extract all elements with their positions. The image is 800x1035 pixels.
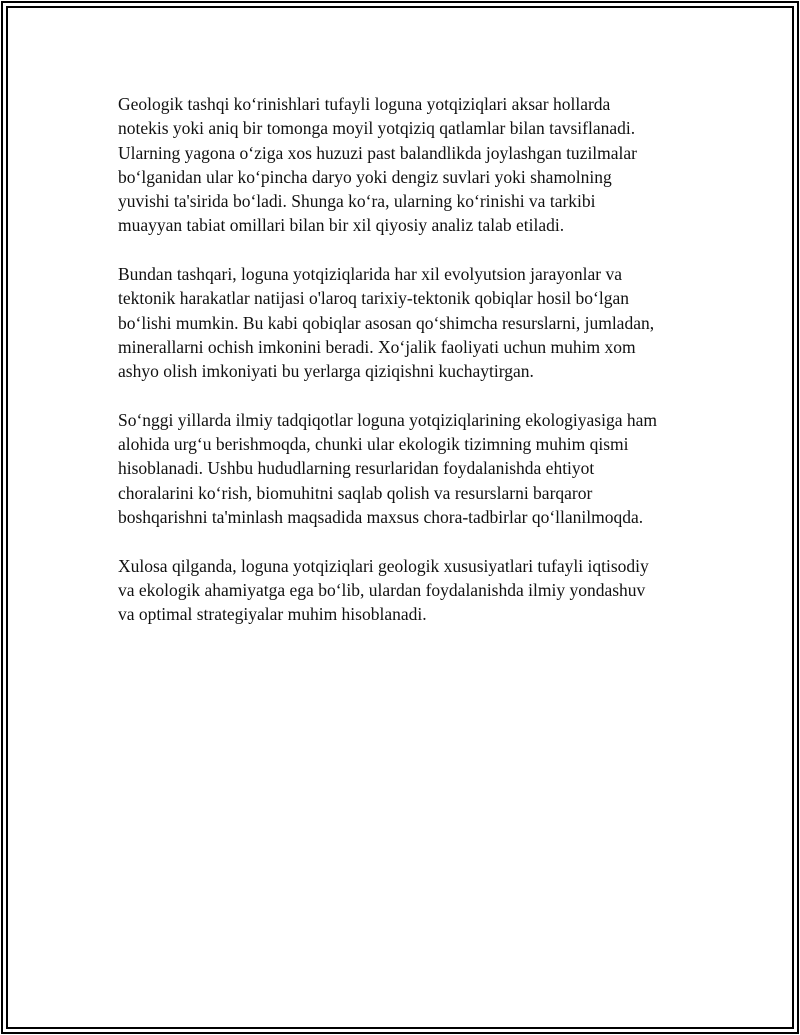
paragraph-line: boʻlishi mumkin. Bu kabi qobiqlar asosan qoʻshimcha resurslarni, jumladan, — [118, 312, 655, 333]
paragraph-line: Xulosa qilganda, loguna yotqiziqlari geologik xususiyatlari tufayli iqtisodiy — [118, 555, 649, 576]
paragraph-line: notekis yoki aniq bir tomonga moyil yotqiziq qatlamlar bilan tavsiflanadi. — [118, 118, 636, 139]
paragraph-4 — [118, 554, 698, 627]
paragraph-line: choralarini koʻrish, biomuhitni saqlab qolish va resurslarni barqaror — [118, 482, 593, 503]
paragraph-3 — [118, 408, 698, 529]
paragraph-line: yuvishi ta'sirida boʻladi. Shunga koʻra, ularning koʻrinishi va tarkibi — [118, 191, 596, 212]
paragraph-line: Geologik tashqi koʻrinishlari tufayli loguna yotqiziqlari aksar hollarda — [118, 94, 611, 114]
paragraph-line: Soʻnggi yillarda ilmiy tadqiqotlar loguna yotqiziqlarining ekologiyasiga ham — [118, 409, 657, 430]
paragraph-line: alohida urgʻu berishmoqda, chunki ular ekologik tizimning muhim qismi — [118, 434, 629, 455]
paragraph-line: va optimal strategiyalar muhim hisoblanadi. — [118, 604, 427, 625]
paragraph-line: Ularning yagona oʻziga xos huzuzi past balandlikda joylashgan tuzilmalar — [118, 142, 638, 163]
paragraph-line: ashyo olish imkoniyati bu yerlarga qiziqishni kuchaytirgan. — [118, 361, 534, 382]
paragraph-2 — [118, 262, 698, 383]
paragraph-line: tektonik harakatlar natijasi o'laroq tarixiy-tektonik qobiqlar hosil boʻlgan — [118, 288, 630, 309]
paragraph-line: hisoblanadi. Ushbu hududlarning resurlaridan foydalanishda ehtiyot — [118, 458, 595, 479]
paragraph-line: boʻlganidan ular koʻpincha daryo yoki dengiz suvlari yoki shamolning — [118, 166, 612, 187]
document-body — [118, 92, 698, 651]
paragraph-line: boshqarishni ta'minlash maqsadida maxsus chora-tadbirlar qoʻllanilmoqda. — [118, 507, 644, 528]
paragraph-line: minerallarni ochish imkonini beradi. Xoʻjalik faoliyati uchun muhim xom — [118, 336, 636, 357]
paragraph-line: muayyan tabiat omillari bilan bir xil qiyosiy analiz talab etiladi. — [118, 215, 565, 236]
paragraph-1 — [118, 92, 698, 238]
paragraph-line: Bundan tashqari, loguna yotqiziqlarida har xil evolyutsion jarayonlar va — [118, 264, 622, 285]
paragraph-line: va ekologik ahamiyatga ega boʻlib, ulardan foydalanishda ilmiy yondashuv — [118, 579, 646, 600]
